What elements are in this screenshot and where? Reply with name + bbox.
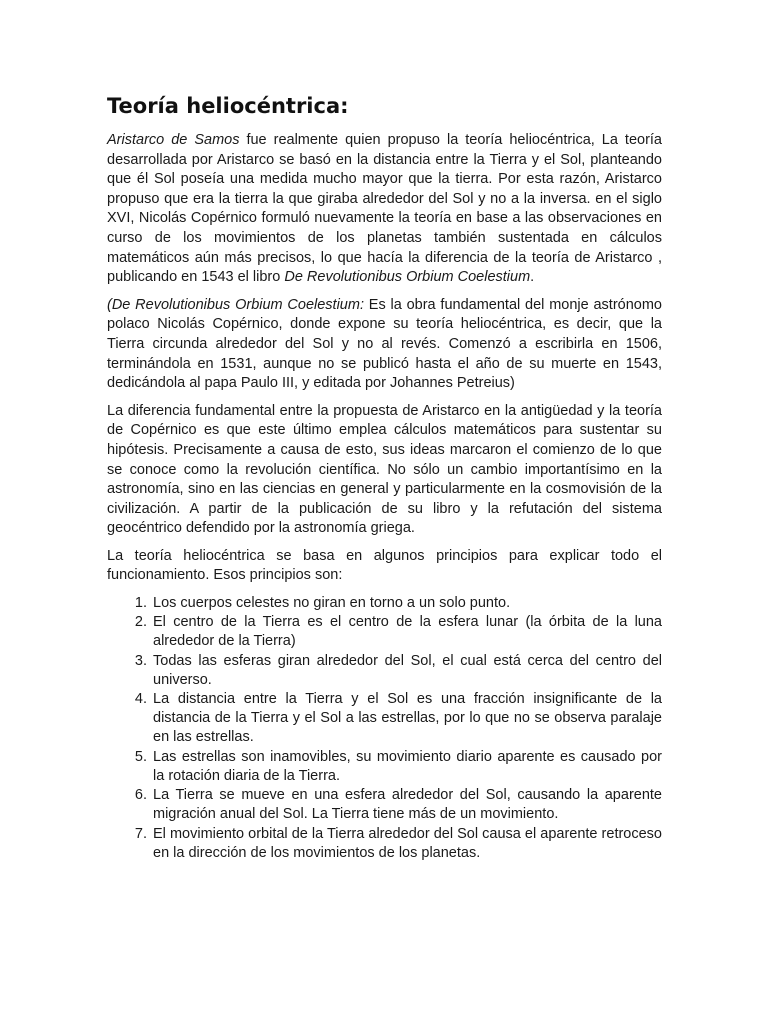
list-item: 6. La Tierra se mueve en una esfera alrededor del Sol, causando la aparente migración anual del Sol. La Tierra tiene más de un movimiento. xyxy=(151,786,662,824)
paragraph-principios-intro: La teoría heliocéntrica se basa en algunos principios para explicar todo el funcionamiento. Esos principios son: xyxy=(107,547,662,584)
paragraph-aristarco-end: . xyxy=(530,269,535,286)
paragraph-de-revolutionibus-body: Es la obra fundamental del monje astrónomo polaco Nicolás Copérnico, donde expone su teoría heliocéntrica, es decir, que la Tierra circunda alrededor del Sol y no al revés. Comenzó a escribirla en 1506, terminándola en 1531, aunque no se publicó hasta el año de su muerte en 1543, dedicándola al papa Paulo III, y editada por Johannes Petreius) xyxy=(107,296,662,392)
paragraph-diferencia: La diferencia fundamental entre la propuesta de Aristarco en la antigüedad y la teoría de Copérnico es que este último emplea cálculos matemáticos para sustentar su hipótesis. Precisamente a causa de esto, sus ideas marcaron el comienzo de lo que se conoce como la revolución científica. No sólo un cambio importantísimo en la astronomía, sino en las ciencias en general y particularmente en la cosmovisión de la civilización. A partir de la publicación de su libro y la refutación del sistema geocéntrico defendido por la astronomía griega. xyxy=(107,402,662,537)
list-item: 1. Los cuerpos celestes no giran en torno a un solo punto. xyxy=(151,594,662,613)
document-page xyxy=(107,92,662,863)
paragraph-aristarco-body: fue realmente quien propuso la teoría heliocéntrica, La teoría desarrollada por Aristarco se basó en la distancia entre la Tierra y el Sol, planteando que él Sol poseía una medida mucho mayor que la tierra. Por esta razón, Aristarco propuso que era la tierra la que giraba alrededor del Sol y no a la inversa. en el siglo XVI, Nicolás Copérnico formuló nuevamente la teoría en base a las observaciones en curso de los movimientos de los planetas también sustentada en cálculos matemáticos aún más precisos, lo que hacía la diferencia de la teoría de Aristarco , publicando en 1543 el libro xyxy=(107,132,662,286)
document-title: Teoría heliocéntrica: xyxy=(107,94,349,118)
list-item: 5. Las estrellas son inamovibles, su movimiento diario aparente es causado por la rotación diaria de la Tierra. xyxy=(151,748,662,786)
list-item: 7. El movimiento orbital de la Tierra alrededor del Sol causa el aparente retroceso en la dirección de los movimientos de los planetas. xyxy=(151,825,662,863)
list-item: 3. Todas las esferas giran alrededor del Sol, el cual está cerca del centro del universo. xyxy=(151,652,662,690)
list-item: 2. El centro de la Tierra es el centro de la esfera lunar (la órbita de la luna alrededor de la Tierra) xyxy=(151,613,662,651)
list-item: 4. La distancia entre la Tierra y el Sol es una fracción insignificante de la distancia de la Tierra y el Sol a las estrellas, por lo que no se observa paralaje en las estrellas. xyxy=(151,690,662,748)
de-revolutionibus-lead: (De Revolutionibus Orbium Coelestium: xyxy=(107,296,364,313)
aristarco-name: Aristarco de Samos xyxy=(107,132,240,148)
book-title: De Revolutionibus Orbium Coelestium xyxy=(284,269,531,286)
paragraph-aristarco xyxy=(107,131,662,288)
principles-list xyxy=(107,594,662,863)
paragraph-de-revolutionibus xyxy=(107,296,662,394)
